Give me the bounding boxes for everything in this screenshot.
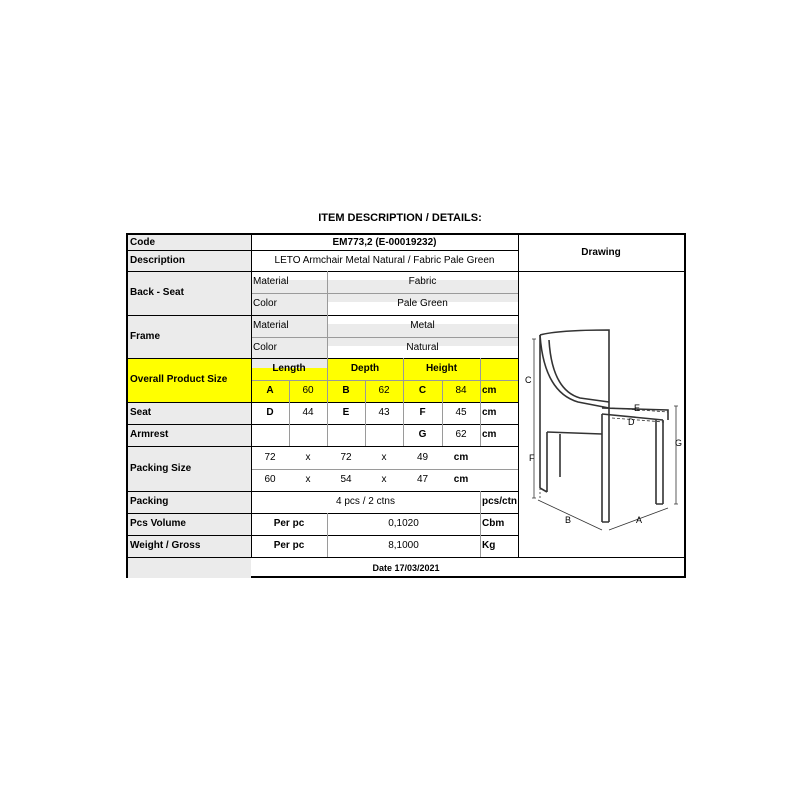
description-value: LETO Armchair Metal Natural / Fabric Pale Green — [274, 254, 495, 266]
dim-e-letter: E — [342, 407, 350, 418]
weight-per: Per pc — [273, 540, 305, 551]
pcs-volume-value: 0,1020 — [388, 518, 419, 529]
dim-b-letter: B — [342, 385, 350, 396]
dim-a-letter: A — [266, 385, 274, 396]
back-seat-material-label: Material — [253, 276, 289, 287]
date-footer: Date 17/03/2021 — [372, 562, 440, 573]
drawing-label-d: D — [628, 417, 635, 427]
frame-material-label: Material — [253, 320, 289, 331]
length-header: Length — [272, 363, 306, 374]
drawing-label: Drawing — [581, 247, 621, 258]
dim-f-value: 45 — [455, 407, 467, 418]
overall-size-label: Overall Product Size — [130, 374, 228, 385]
weight-label: Weight / Gross — [130, 540, 201, 551]
frame-label: Frame — [130, 330, 161, 342]
pack1-height: 49 — [416, 451, 429, 463]
dimension-labels — [525, 375, 682, 525]
pack1-x1: x — [305, 451, 311, 463]
drawing-label-c: C — [525, 375, 532, 385]
pcs-volume-label: Pcs Volume — [130, 518, 186, 529]
packing-value: 4 pcs / 2 ctns — [336, 496, 395, 507]
packing-label: Packing — [130, 496, 169, 507]
drawing-label-b: B — [565, 515, 572, 525]
pack2-x1: x — [305, 474, 311, 485]
pack2-length: 60 — [264, 474, 276, 485]
pcs-volume-per: Per pc — [273, 518, 305, 529]
drawing-label-g: G — [675, 438, 683, 448]
dim-c-letter: C — [418, 385, 427, 396]
armrest-label: Armrest — [130, 429, 169, 440]
page-title: ITEM DESCRIPTION / DETAILS: — [318, 212, 482, 224]
seat-label: Seat — [130, 407, 152, 418]
dim-f-letter: F — [419, 407, 426, 418]
pack2-width: 54 — [340, 474, 352, 485]
dim-a-value: 60 — [302, 385, 314, 396]
dim-c-value: 84 — [455, 385, 467, 396]
drawing-label-a: A — [636, 515, 643, 525]
pack1-width: 72 — [340, 451, 352, 463]
pack1-unit: cm — [453, 451, 469, 463]
frame-material: Metal — [410, 320, 435, 331]
height-header: Height — [425, 363, 458, 374]
pack2-x2: x — [381, 474, 387, 485]
frame-color: Natural — [406, 341, 439, 353]
dim-g-value: 62 — [455, 429, 467, 440]
dim-g-letter: G — [418, 429, 427, 440]
packing-size-label: Packing Size — [130, 462, 192, 474]
depth-header: Depth — [350, 363, 380, 374]
back-seat-label: Back - Seat — [130, 287, 184, 298]
weight-unit: Kg — [482, 540, 496, 551]
back-seat-material: Fabric — [408, 276, 437, 287]
pcs-volume-unit: Cbm — [482, 518, 505, 529]
seat-unit: cm — [482, 407, 497, 418]
back-seat-color: Pale Green — [397, 298, 448, 309]
pack1-x2: x — [381, 451, 387, 463]
weight-value: 8,1000 — [388, 540, 419, 551]
armrest-unit: cm — [482, 429, 497, 440]
overall-unit: cm — [482, 385, 497, 396]
chair-dimension-drawing — [518, 272, 686, 578]
code-value: EM773,2 (E-00019232) — [332, 236, 437, 248]
pack1-length: 72 — [264, 451, 276, 463]
packing-unit: pcs/ctn — [482, 496, 518, 507]
dim-d-value: 44 — [302, 407, 314, 418]
dim-e-value: 43 — [378, 407, 390, 418]
pack2-unit: cm — [453, 474, 469, 485]
frame-color-label: Color — [253, 341, 277, 353]
drawing-label-e: E — [634, 403, 641, 413]
dim-d-letter: D — [266, 407, 274, 418]
description-label: Description — [130, 254, 186, 266]
chair-outline — [540, 330, 668, 522]
dim-b-value: 62 — [378, 385, 390, 396]
drawing-label-f: F — [529, 453, 535, 463]
code-label: Code — [130, 236, 155, 248]
back-seat-color-label: Color — [253, 298, 277, 309]
pack2-height: 47 — [416, 474, 429, 485]
